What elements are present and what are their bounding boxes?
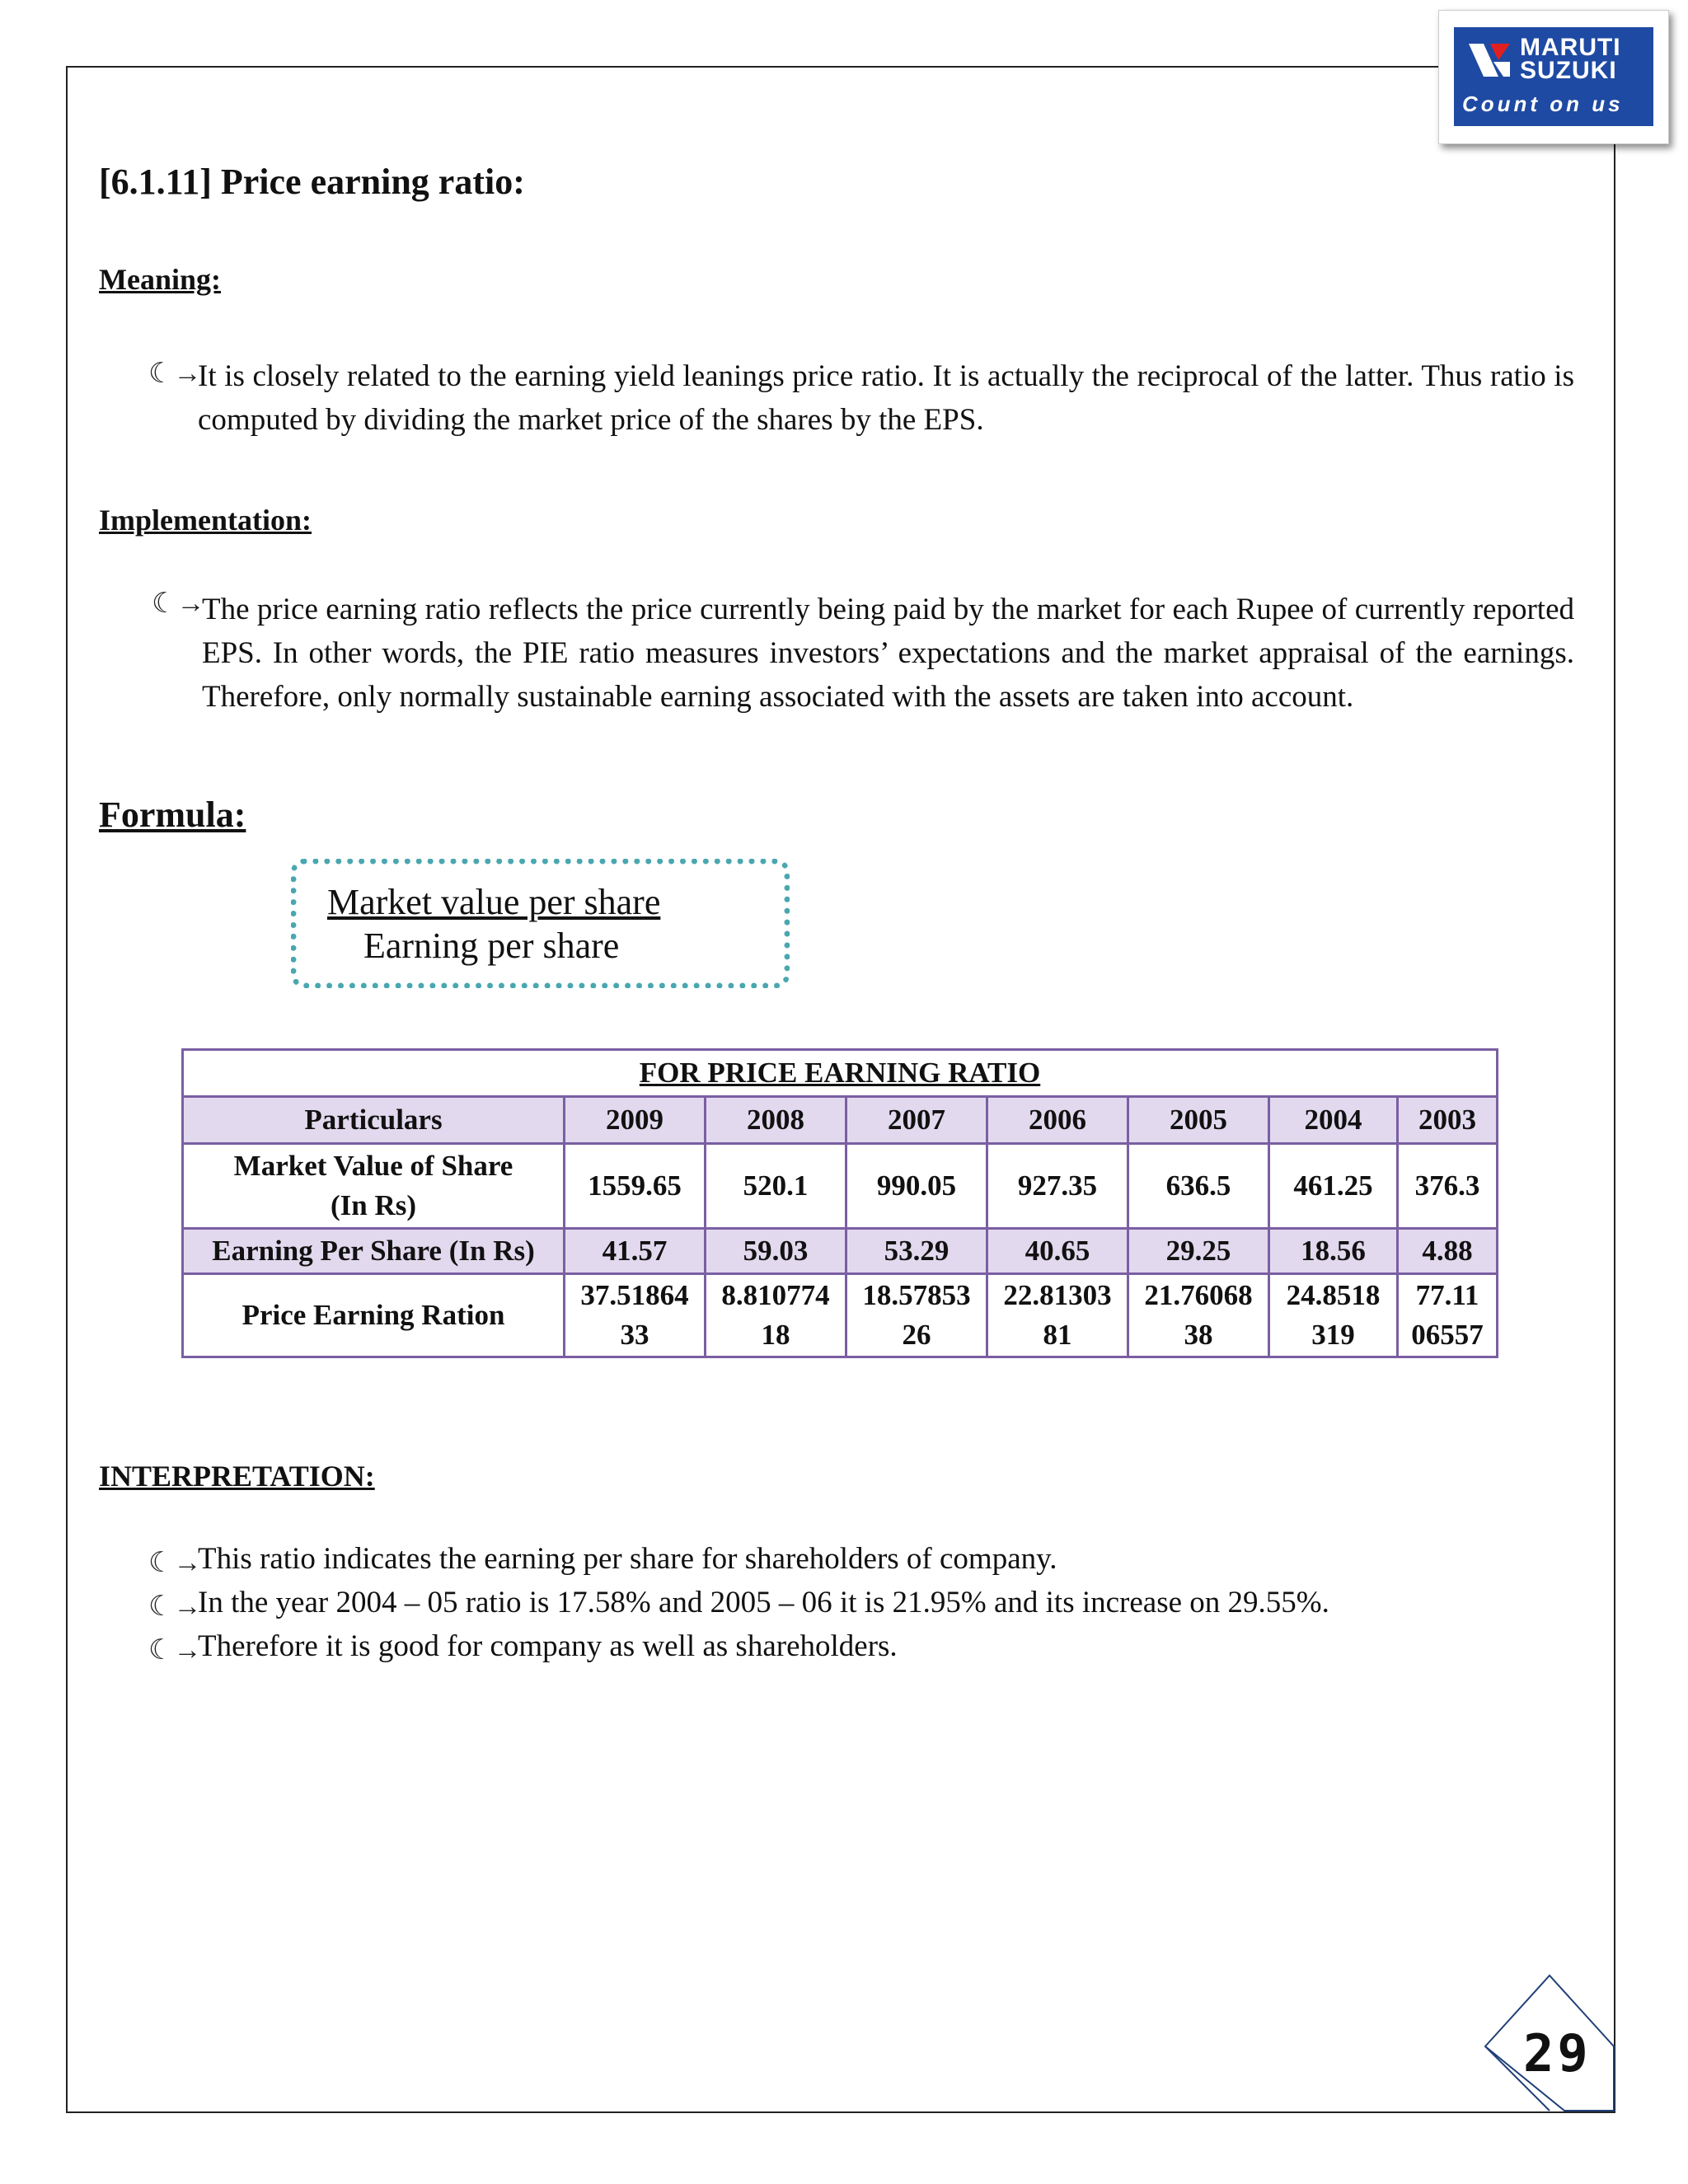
header-particulars: Particulars [183,1097,565,1144]
interpretation-bullet: In the year 2004 – 05 ratio is 17.58% and 2005 – 06 it is 21.95% and its increase on 29.55%. [198,1586,1329,1619]
table-row [183,1229,1498,1274]
table-cell: 41.57 [565,1229,706,1274]
table-row [183,1144,1498,1229]
bullet-icon: ☾︎→ [148,1591,202,1622]
interpretation-heading: INTERPRETATION: [99,1460,375,1493]
table-header-row [183,1097,1498,1144]
table-cell: 4.88 [1398,1229,1498,1274]
bullet-icon: ☾︎→ [148,1635,202,1666]
header-year: 2005 [1128,1097,1269,1144]
table-cell: 461.25 [1269,1144,1398,1229]
table-row [183,1274,1498,1357]
interpretation-bullet: Therefore it is good for company as well as shareholders. [198,1629,898,1663]
table-cell: 927.35 [987,1144,1128,1229]
header-year: 2009 [565,1097,706,1144]
maruti-suzuki-logo [1438,10,1669,144]
formula-denominator: Earning per share [363,926,620,966]
table-cell: 59.03 [706,1229,846,1274]
interpretation-bullet: This ratio indicates the earning per share for shareholders of company. [198,1542,1057,1576]
table-cell: 53.29 [846,1229,987,1274]
table-cell: 37.5186433 [565,1274,706,1357]
table-cell: 990.05 [846,1144,987,1229]
suzuki-s-icon [1465,37,1513,83]
logo-text-suzuki: SUZUKI [1520,57,1617,84]
page-number: 29 [1523,2023,1592,2083]
table-cell: 29.25 [1128,1229,1269,1274]
section-title: [6.1.11] Price earning ratio: [99,162,525,202]
header-year: 2003 [1398,1097,1498,1144]
table-cell: 18.56 [1269,1229,1398,1274]
table-cell: 22.8130381 [987,1274,1128,1357]
logo-tagline: Count on us [1462,91,1624,116]
header-year: 2004 [1269,1097,1398,1144]
bullet-icon: ☾︎→ [152,588,205,619]
logo-panel [1454,27,1653,126]
table-caption: FOR PRICE EARNING RATIO [183,1050,1498,1097]
table-cell: 40.65 [987,1229,1128,1274]
row-label: Earning Per Share (In Rs) [183,1229,565,1274]
row-label: Price Earning Ration [183,1274,565,1357]
implementation-text: The price earning ratio reflects the price currently being paid by the market for each Rupee of currently reported EPS. In other words, the PIE ratio measures investors’ expectations and the market appraisal of the earnings. Therefore, only normally sustainable earning associated with the assets are taken into account. [202,593,1574,714]
table-cell: 77.1106557 [1398,1274,1498,1357]
header-year: 2006 [987,1097,1128,1144]
meaning-text: It is closely related to the earning yield leanings price ratio. It is actually the reciprocal of the latter. Thus ratio is computed by dividing the market price of the shares by the EPS. [198,359,1574,437]
price-earning-table [181,1048,1498,1358]
table-cell: 1559.65 [565,1144,706,1229]
table-cell: 636.5 [1128,1144,1269,1229]
row-label: Market Value of Share (In Rs) [183,1144,565,1229]
table-cell: 8.81077418 [706,1274,846,1357]
implementation-heading: Implementation: [99,504,312,537]
header-year: 2007 [846,1097,987,1144]
bullet-icon: ☾︎→ [148,1548,202,1578]
table-cell: 520.1 [706,1144,846,1229]
header-year: 2008 [706,1097,846,1144]
formula-box [291,859,790,988]
table-cell: 24.8518319 [1269,1274,1398,1357]
bullet-icon: ☾︎→ [148,359,202,389]
formula-heading: Formula: [99,794,246,835]
meaning-heading: Meaning: [99,263,221,296]
logo-text-maruti: MARUTI [1520,34,1621,61]
table-cell: 18.5785326 [846,1274,987,1357]
formula-numerator: Market value per share [327,882,661,922]
table-cell: 376.3 [1398,1144,1498,1229]
table-cell: 21.7606838 [1128,1274,1269,1357]
